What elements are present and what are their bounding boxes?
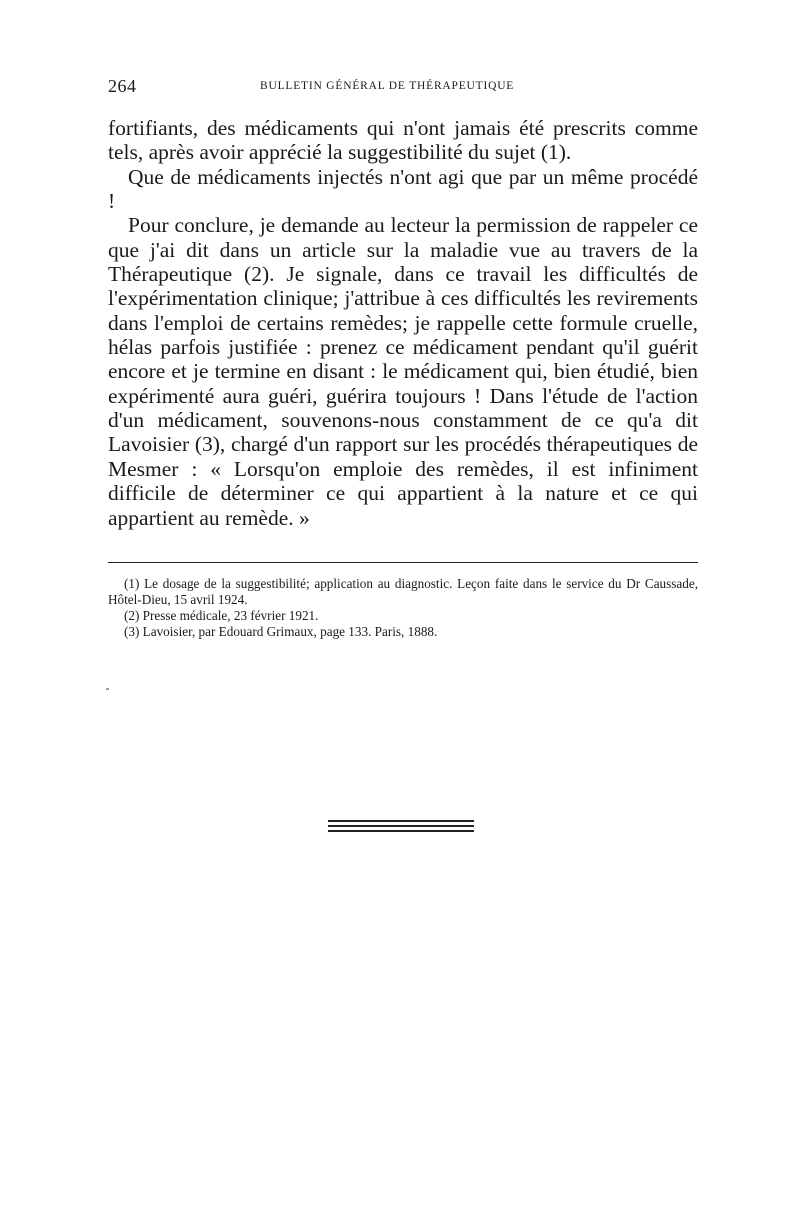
- footnote-2: (2) Presse médicale, 23 février 1921.: [124, 608, 319, 623]
- paragraph-conclusion: Pour conclure, je demande au lecteur la permission de rappeler ce que j'ai dit dans un article sur la maladie vue au travers de la Thérapeutique (2). Je signale, dans ce travail les difficultés de l'expérimentation clinique; j'attribue à ces difficultés les revirements dans l'emploi de certains remèdes; je rappelle cette formule cruelle, hélas parfois justifiée : prenez ce médicament pendant qu'il guérit encore et je termine en disant : le médicament qui, bien étudié, bien expérimenté aura guéri, guérira toujours ! Dans l'étude de l'action d'un médicament, souvenons-nous constamment de ce qu'a dit Lavoisier (3), chargé d'un rapport sur les procédés thérapeutiques de Mesmer : « Lorsqu'on emploie des remèdes, il est infiniment difficile de déterminer ce qui appartient à la nature et ce qui appartient au remède. »: [108, 213, 698, 530]
- page-header: [108, 76, 698, 98]
- end-rule-line: [328, 830, 474, 832]
- paragraph-injected-medicines: Que de médicaments injectés n'ont agi que par un même procédé !: [108, 164, 698, 214]
- end-rule-line: [328, 820, 474, 822]
- footnote-separator: [108, 562, 698, 563]
- footnote-1: (1) Le dosage de la suggestibilité; application au diagnostic. Leçon faite dans le service du Dr Caussade, Hôtel-Dieu, 15 avril 1924.: [108, 576, 698, 607]
- stray-mark: [106, 688, 109, 690]
- paragraph-continuation: fortifiants, des médicaments qui n'ont jamais été prescrits comme tels, après avoir apprécié la suggestibilité du sujet (1).: [108, 116, 698, 165]
- end-rule-line: [328, 825, 474, 827]
- end-ornament-rule: [328, 820, 474, 835]
- footnote-3: (3) Lavoisier, par Edouard Grimaux, page 133. Paris, 1888.: [124, 624, 438, 639]
- page-number: 264: [108, 76, 137, 96]
- footnotes: [108, 576, 698, 640]
- body-text: [108, 116, 698, 530]
- running-title: BULLETIN GÉNÉRAL DE THÉRAPEUTIQUE: [260, 80, 515, 92]
